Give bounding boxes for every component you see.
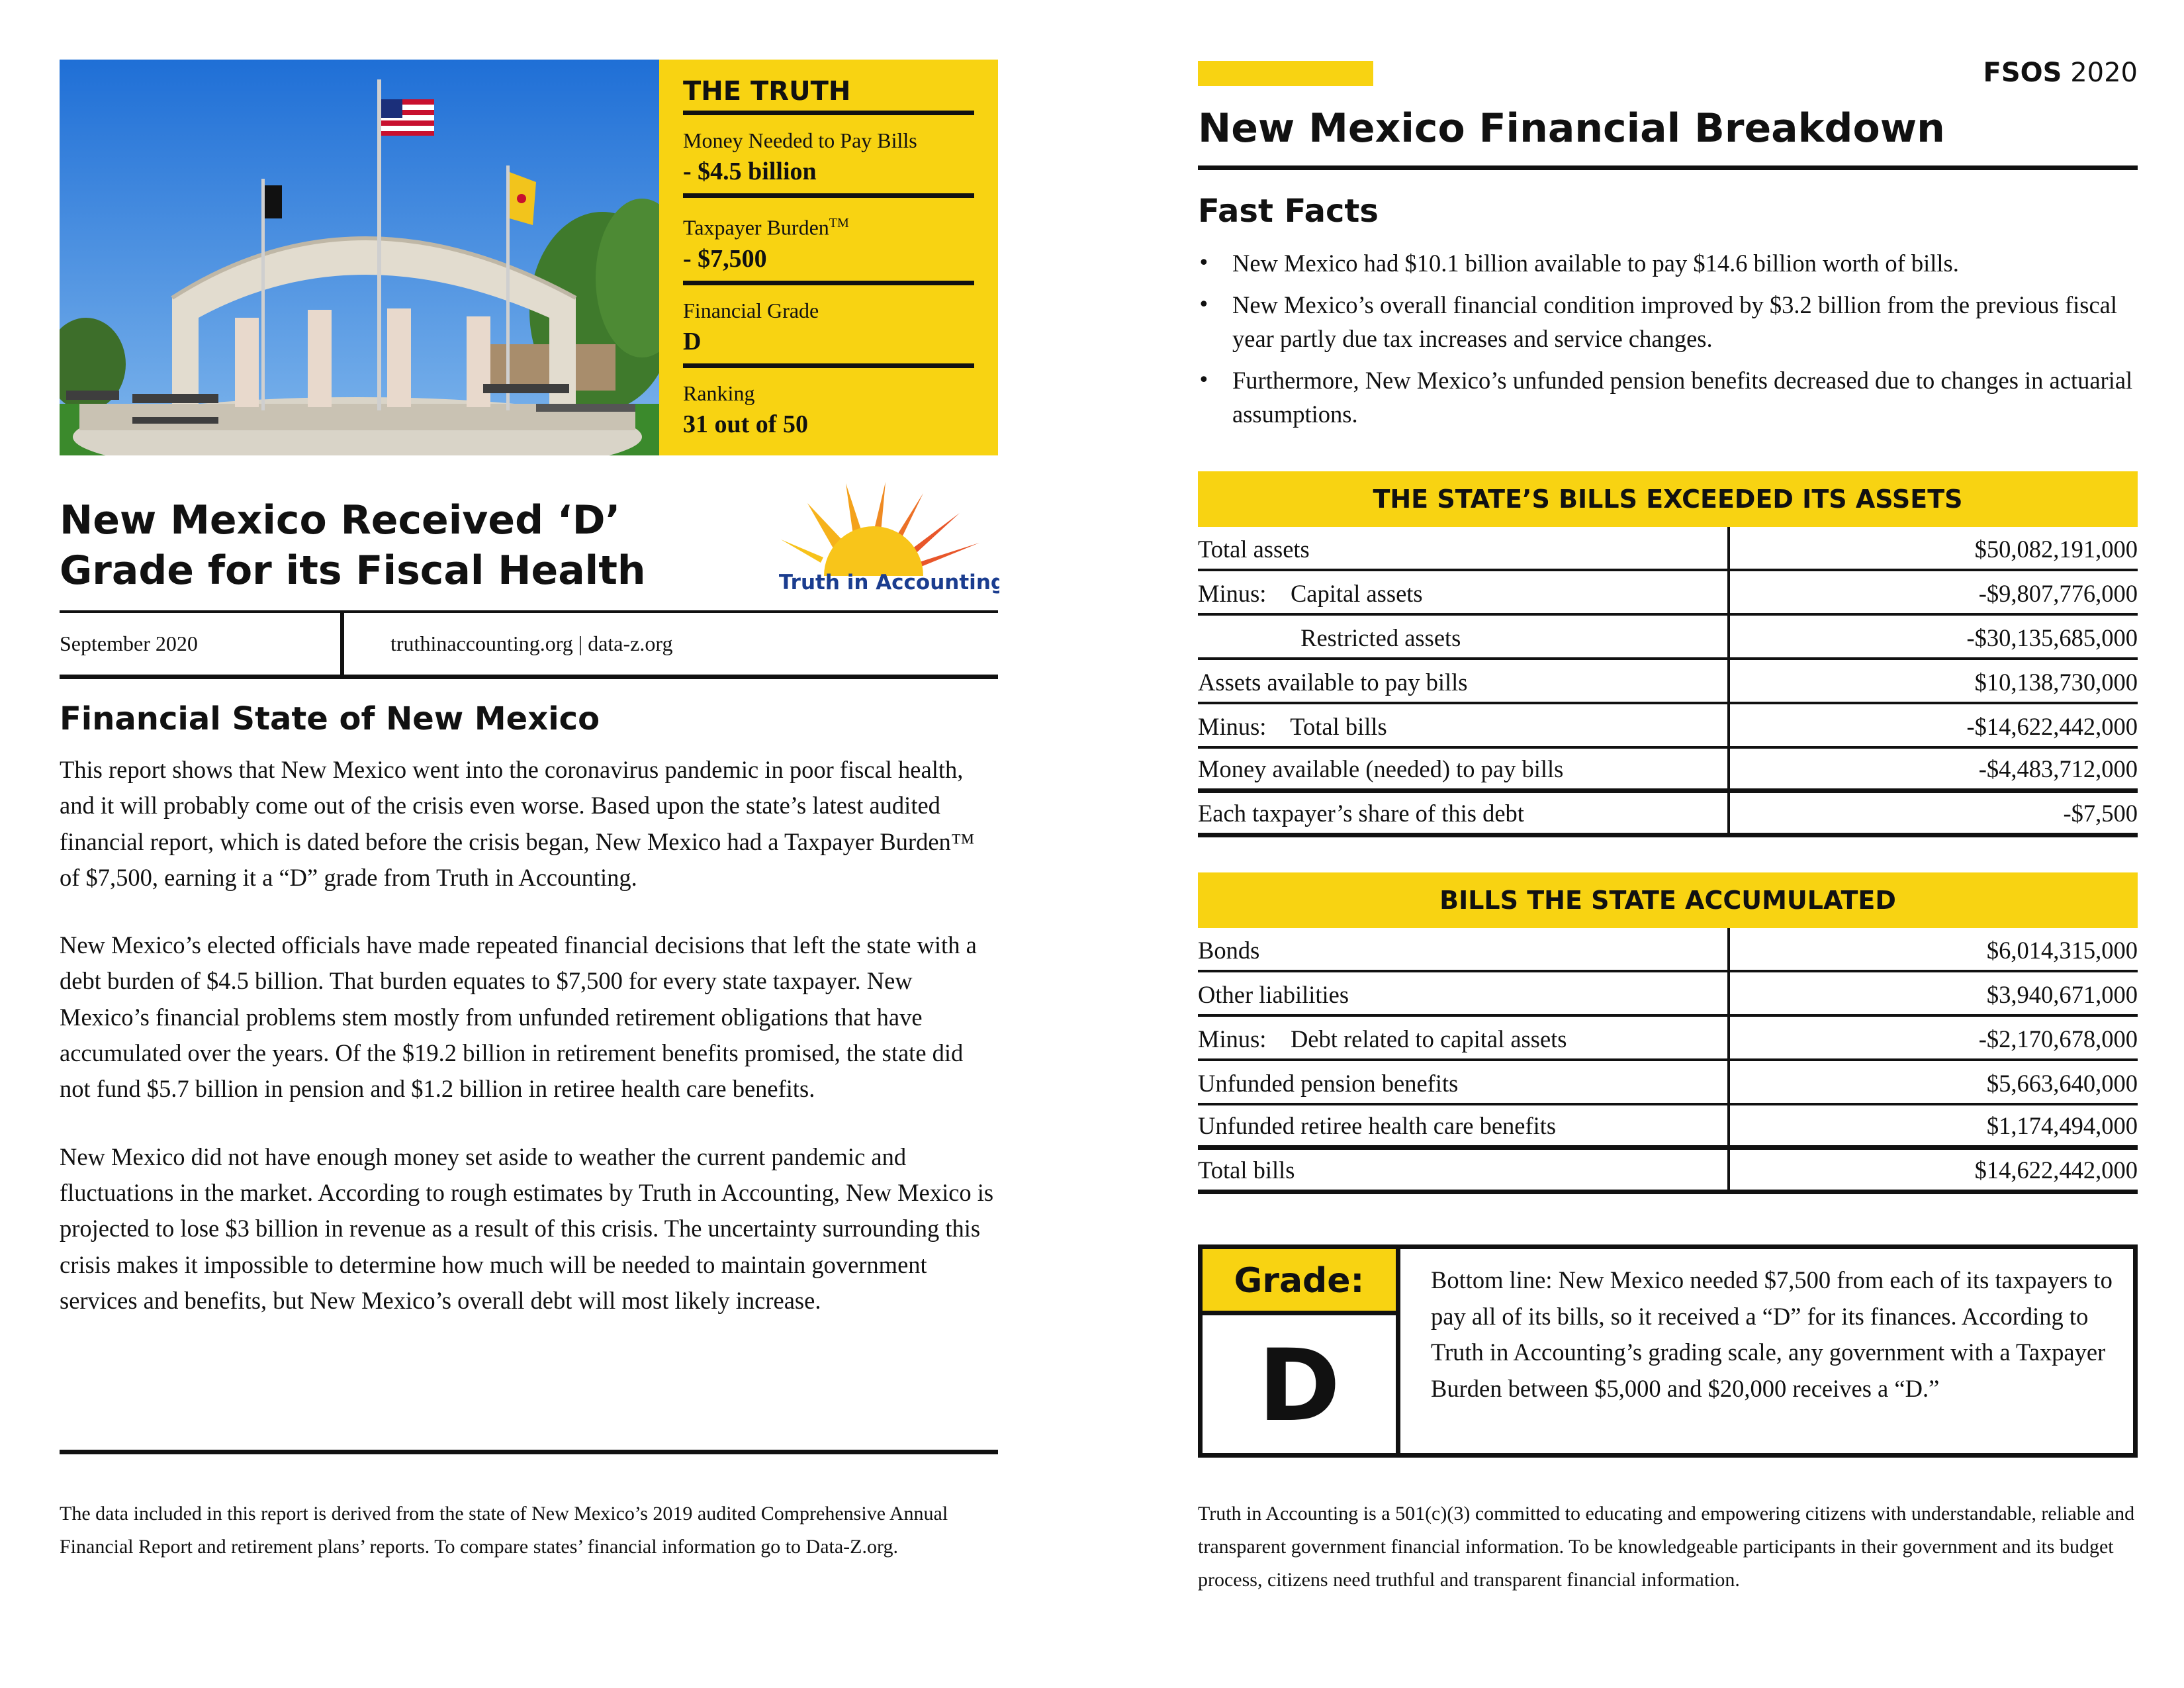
row-label: Total assets (1198, 536, 1310, 563)
table-row (1198, 660, 2138, 704)
row-value: $3,940,671,000 (1986, 981, 2138, 1008)
table-row (1198, 616, 2138, 660)
row-label: Minus: Capital assets (1198, 580, 1423, 607)
body-paragraph: New Mexico did not have enough money set aside to weather the current pandemic and fluctuations in the market. According to rough estimates by Truth in Accounting, New Mexico is projected to lose $3 billion in revenue as a result of this crisis. The uncertainty surrounding this crisis makes it impossible to determine how much will be needed to maintain government services and benefits, but New Mexico’s overall debt will most likely increase. (60, 1143, 994, 1314)
row-label: Each taxpayer’s share of this debt (1198, 800, 1524, 827)
truth-taxpayer-burden (683, 198, 974, 285)
truth-ranking (683, 368, 974, 446)
assets-table-heading: THE STATE’S BILLS EXCEEDED ITS ASSETS (1198, 471, 2138, 527)
source-note: The data included in this report is derived from the state of New Mexico’s 2019 audited Comprehensive Annual Financial Report and retirement plans’ reports. To compare states’ financial information go to Data-Z.org. (60, 1503, 948, 1558)
row-value: $6,014,315,000 (1986, 937, 2138, 964)
row-value: -$2,170,678,000 (1978, 1025, 2138, 1053)
divider (1198, 165, 2138, 170)
breakdown-title: New Mexico Financial Breakdown (1198, 105, 1945, 152)
fast-fact-item: • New Mexico’s overall financial condition improved by $3.2 billion from the previous fiscal year partly due tax increases and service changes. (1198, 288, 2138, 355)
bills-table-heading: BILLS THE STATE ACCUMULATED (1198, 872, 2138, 928)
row-value: -$30,135,685,000 (1966, 624, 2138, 651)
row-value: -$7,500 (2063, 800, 2138, 827)
table-row (1198, 527, 2138, 571)
truth-value: - $4.5 billion (683, 158, 817, 185)
fast-facts-heading: Fast Facts (1198, 193, 1379, 230)
table-row (1198, 1105, 2138, 1150)
body-paragraph: This report shows that New Mexico went into the coronavirus pandemic in poor fiscal health, and it will probably come out of the crisis even worse. Based upon the state’s latest audited financial report, which is dated before the crisis began, New Mexico had a Taxpayer Burden™ of $7,500, earning it a “D” grade from Truth in Accounting. (60, 756, 975, 891)
memorial-photo (60, 60, 659, 455)
row-value: $5,663,640,000 (1986, 1070, 2138, 1097)
the-truth-box (659, 60, 998, 455)
table-row (1198, 571, 2138, 616)
truth-label: Financial Grade (683, 298, 819, 322)
truth-label: Taxpayer Burden™ (683, 215, 849, 240)
fast-facts-list (1198, 246, 2138, 439)
row-label: Total bills (1198, 1156, 1295, 1184)
truth-label: Ranking (683, 381, 755, 405)
grade-label: Grade: (1203, 1249, 1396, 1315)
truth-in-accounting-logo (768, 477, 999, 596)
fast-fact-item: • Furthermore, New Mexico’s unfunded pension benefits decreased due to changes in actuarial assumptions. (1198, 363, 2138, 431)
row-value: $1,174,494,000 (1986, 1112, 2138, 1139)
website-links: truthinaccounting.org | data-z.org (390, 632, 673, 655)
row-value: -$9,807,776,000 (1978, 580, 2138, 607)
truth-value: - $7,500 (683, 244, 767, 273)
row-value: $50,082,191,000 (1974, 536, 2138, 563)
financial-state-heading: Financial State of New Mexico (60, 700, 600, 737)
row-value: $14,622,442,000 (1974, 1156, 2138, 1184)
grade-explanation: Bottom line: New Mexico needed $7,500 from each of its taxpayers to pay all of its bills, so it received a “D” for its finances. According to Truth in Accounting’s grading scale, any government with a Taxpayer Burden between $5,000 and $20,000 receives a “D.” (1431, 1266, 2113, 1402)
truth-label: Money Needed to Pay Bills (683, 128, 917, 152)
truth-money-needed (683, 115, 974, 198)
fsos-label: FSOS 2020 (1983, 58, 2138, 88)
table-row (1198, 704, 2138, 749)
row-label: Minus: Total bills (1198, 713, 1387, 740)
truth-financial-grade (683, 285, 974, 368)
row-label: Minus: Debt related to capital assets (1198, 1025, 1567, 1053)
row-value: -$4,483,712,000 (1978, 755, 2138, 782)
report-date: September 2020 (60, 613, 344, 675)
grade-letter: D (1257, 1329, 1341, 1444)
trademark-sup: TM (829, 216, 849, 230)
body-paragraph: New Mexico’s elected officials have made repeated financial decisions that left the state with a debt burden of $4.5 billion. That burden equates to $7,500 for every state taxpayer. New Mexico’s financial problems stem mostly from unfunded retirement obligations that have accumulated over the years. Of the $19.2 billion in retirement benefits promised, the state did not fund $5.7 billion in pension and $1.2 billion in retiree health care benefits. (60, 931, 977, 1103)
table-row (1198, 749, 2138, 793)
tia-note: Truth in Accounting is a 501(c)(3) committed to educating and empowering citizens with understandable, reliable and transparent government financial information. To be knowledgeable participants in their government and its budget process, citizens need truthful and transparent financial information. (1198, 1503, 2135, 1591)
table-row (1198, 972, 2138, 1017)
accent-bar (1198, 61, 1373, 86)
grade-divider (1396, 1249, 1400, 1453)
fast-fact-item: • New Mexico had $10.1 billion available to pay $14.6 billion worth of bills. (1198, 246, 2138, 280)
row-label: Other liabilities (1198, 981, 1349, 1008)
report-body (60, 752, 999, 1350)
truth-value: 31 out of 50 (683, 410, 808, 438)
bills-table (1198, 928, 2138, 1194)
row-label: Unfunded pension benefits (1198, 1070, 1459, 1097)
table-row (1198, 793, 2138, 837)
row-label: Restricted assets (1198, 624, 1461, 651)
logo-text: Truth in Accounting (778, 571, 999, 594)
table-row (1198, 928, 2138, 972)
row-label: Unfunded retiree health care benefits (1198, 1112, 1557, 1139)
row-value: $10,138,730,000 (1974, 669, 2138, 696)
row-label: Bonds (1198, 937, 1260, 964)
assets-table (1198, 527, 2138, 837)
grade-box (1198, 1244, 2138, 1458)
the-truth-heading: THE TRUTH (683, 73, 974, 115)
truth-value: D (683, 327, 702, 355)
table-row (1198, 1017, 2138, 1061)
row-label: Money available (needed) to pay bills (1198, 755, 1564, 782)
page-title: New Mexico Received ‘D’ Grade for its Fiscal Health (60, 497, 646, 594)
table-row (1198, 1150, 2138, 1194)
row-label: Assets available to pay bills (1198, 669, 1468, 696)
table-row (1198, 1061, 2138, 1105)
date-bar (60, 610, 998, 679)
divider (60, 1450, 998, 1454)
row-value: -$14,622,442,000 (1966, 713, 2138, 740)
